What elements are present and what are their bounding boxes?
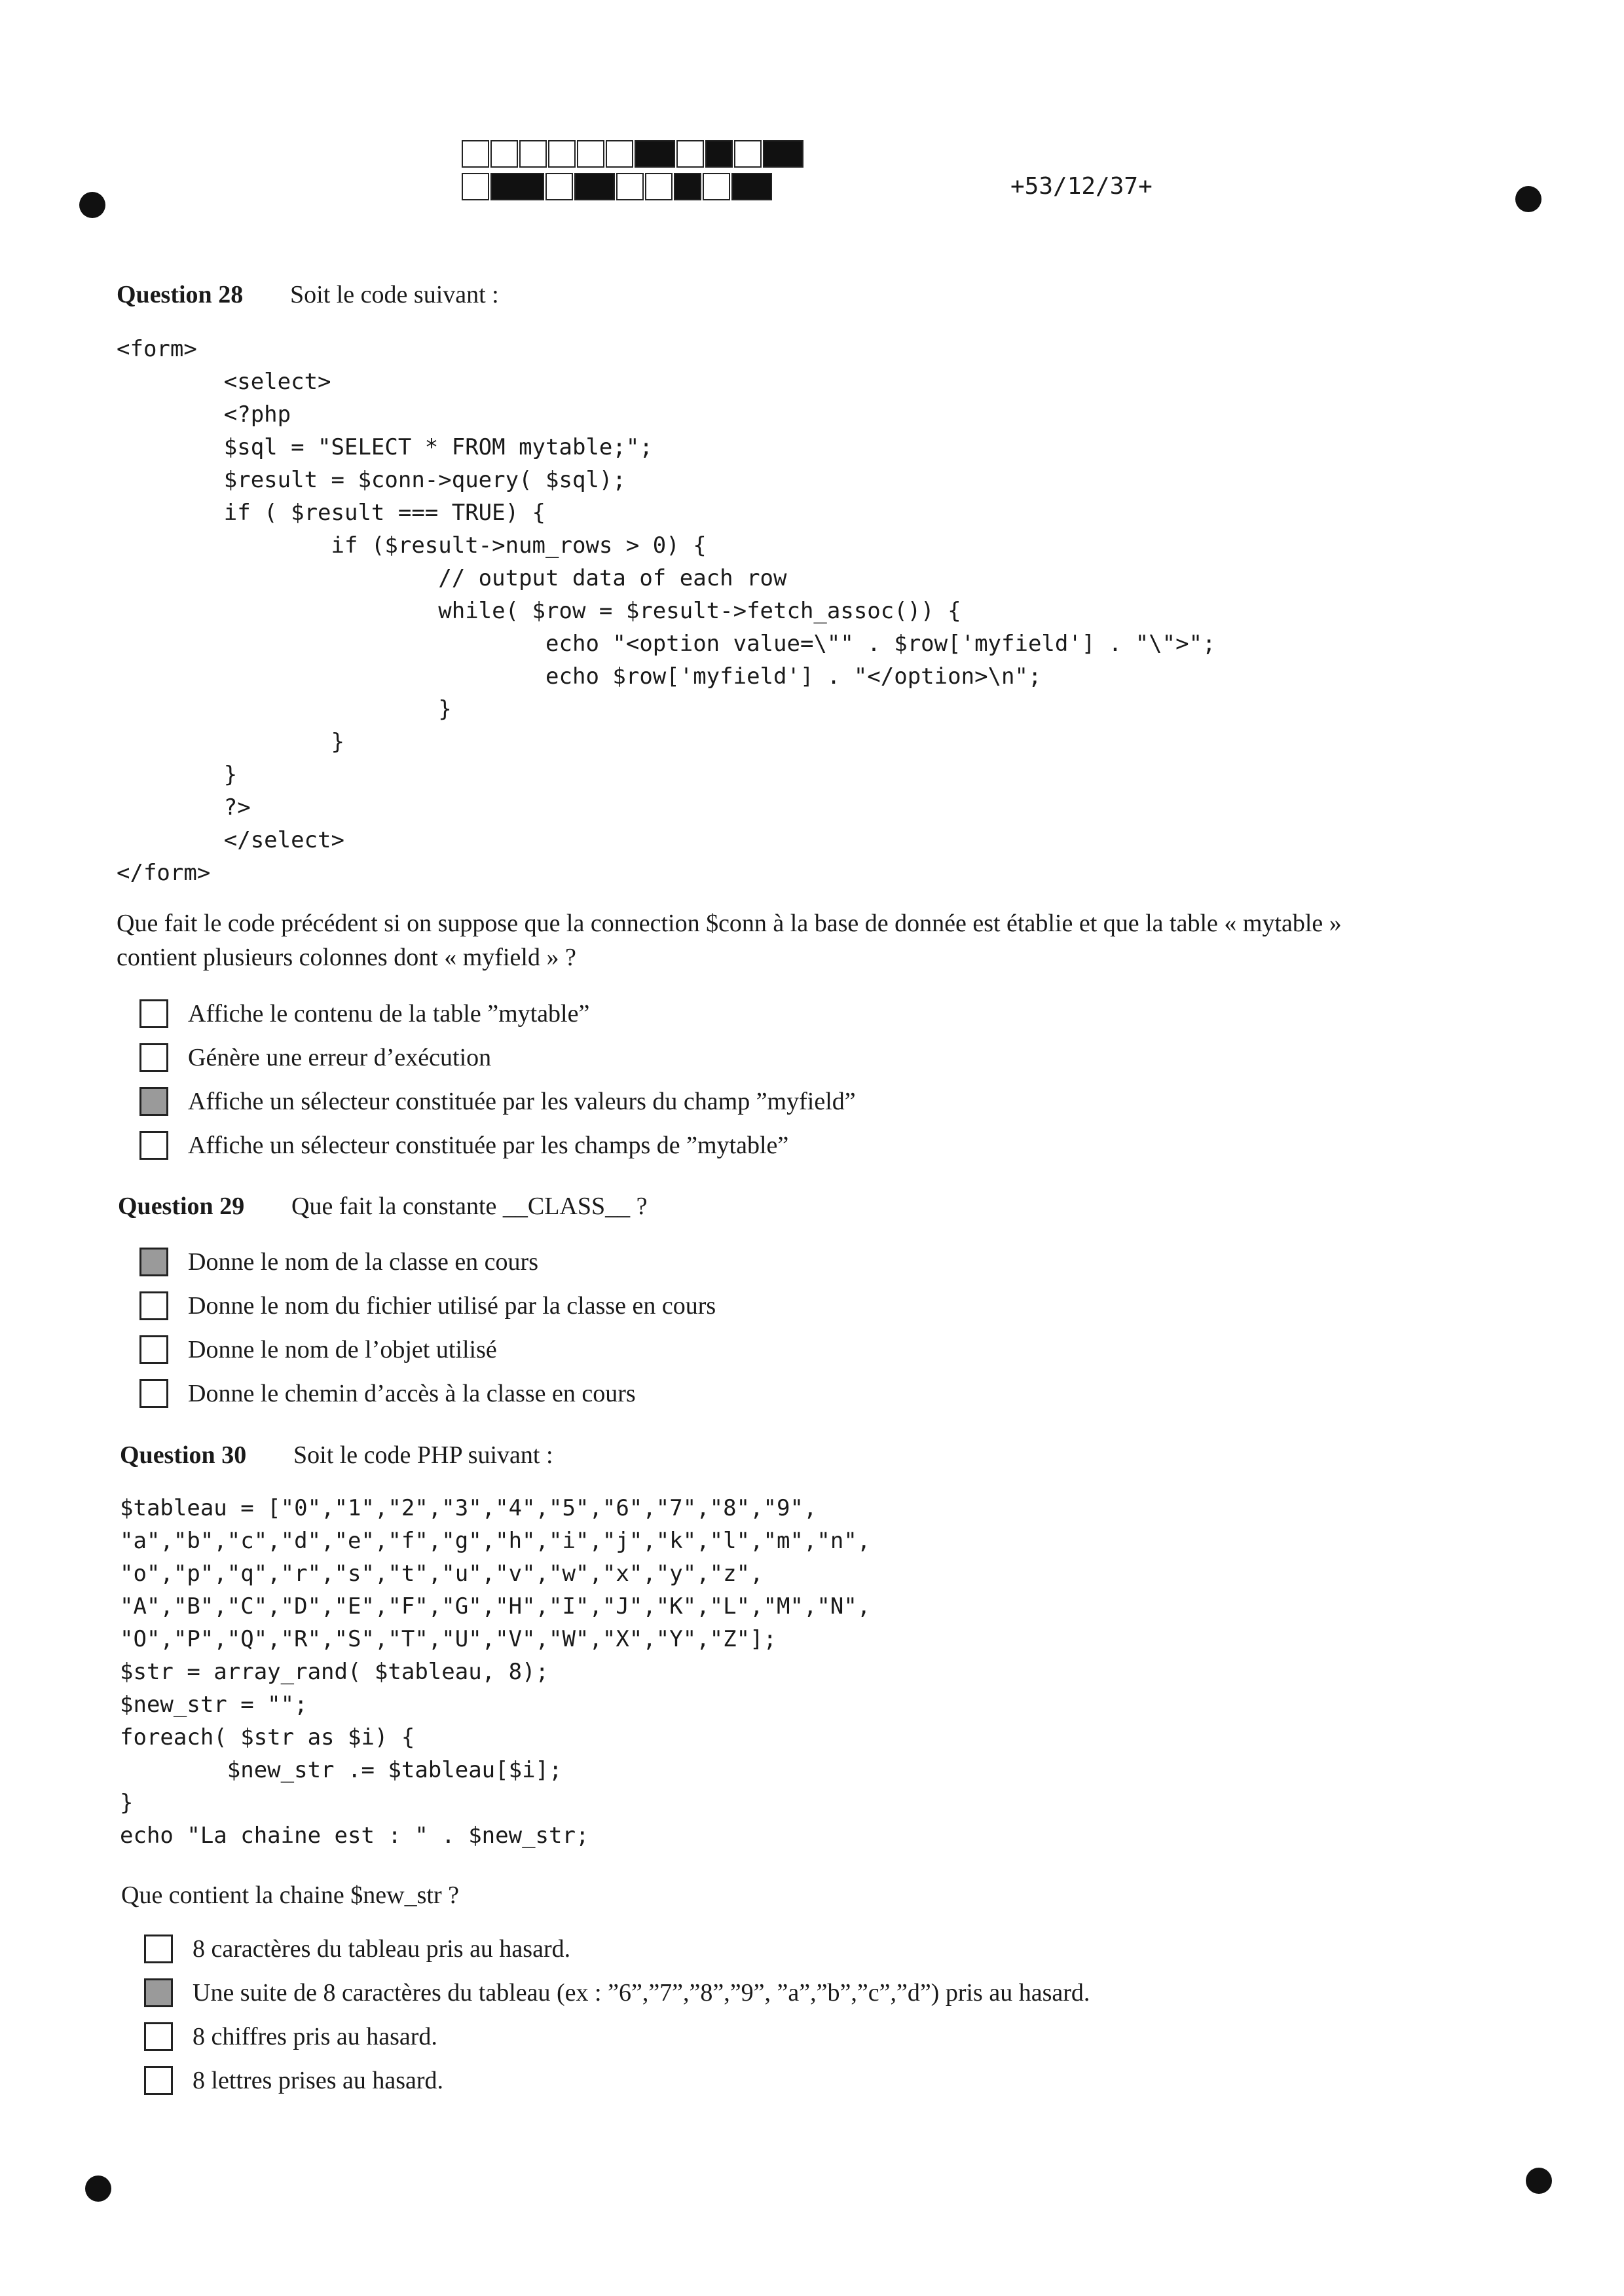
registration-mark-top-left	[79, 192, 105, 218]
barcode-cell	[519, 140, 547, 168]
code-line: $tableau = ["0","1","2","3","4","5","6","7","8","9",	[120, 1495, 817, 1521]
choice-label: Donne le nom du fichier utilisé par la classe en cours	[188, 1291, 716, 1320]
choice-label: 8 caractères du tableau pris au hasard.	[193, 1935, 571, 1963]
barcode-row-1	[462, 140, 805, 169]
barcode-cell	[734, 140, 762, 168]
code-line: echo "La chaine est : " . $new_str;	[120, 1823, 589, 1849]
code-line: // output data of each row	[117, 565, 787, 591]
code-line: ?>	[117, 794, 251, 821]
question-28-code	[117, 333, 1216, 889]
barcode-cell	[548, 140, 576, 168]
code-line: <select>	[117, 369, 331, 395]
checkbox[interactable]	[139, 1248, 168, 1276]
code-line: echo $row['myfield'] . "</option>\n";	[117, 663, 1042, 690]
question-29-header	[118, 1192, 648, 1221]
barcode-block	[674, 173, 701, 200]
exam-id: +53/12/37+	[1010, 173, 1153, 200]
barcode-cell	[545, 173, 573, 200]
checkbox[interactable]	[144, 2022, 173, 2051]
choice-label: Affiche un sélecteur constituée par les champs de ”mytable”	[188, 1131, 789, 1159]
registration-mark-bottom-right	[1526, 2168, 1552, 2194]
question-30-header	[120, 1441, 553, 1470]
question-28-prompt	[117, 906, 1342, 974]
choice-item	[139, 1284, 716, 1327]
prompt-line: Que fait le code précédent si on suppose que la connection $conn à la base de donnée est établie et que la table « mytable »	[117, 910, 1342, 937]
choice-item	[139, 1079, 856, 1123]
barcode-block	[705, 140, 733, 168]
prompt-line: contient plusieurs colonnes dont « myfield » ?	[117, 944, 576, 971]
choice-item	[139, 1371, 716, 1415]
choice-label: 8 chiffres pris au hasard.	[193, 2022, 437, 2050]
choice-label: Donne le chemin d’accès à la classe en cours	[188, 1379, 636, 1407]
question-28-header	[117, 280, 499, 309]
barcode-cell	[490, 140, 518, 168]
barcode-cell	[462, 173, 489, 200]
code-line: $new_str .= $tableau[$i];	[120, 1757, 563, 1783]
code-line: if ($result->num_rows > 0) {	[117, 532, 707, 559]
code-line: while( $row = $result->fetch_assoc()) {	[117, 598, 961, 624]
code-line: if ( $result === TRUE) {	[117, 500, 546, 526]
question-29-choices	[139, 1240, 716, 1415]
code-line: foreach( $str as $i) {	[120, 1724, 415, 1750]
code-line: $str = array_rand( $tableau, 8);	[120, 1659, 549, 1685]
code-line: }	[120, 1790, 134, 1816]
prompt-line: Que contient la chaine $new_str ?	[121, 1881, 459, 1909]
question-label: Question 28	[117, 281, 244, 308]
choice-item	[144, 1927, 1090, 1971]
checkbox[interactable]	[139, 1291, 168, 1320]
barcode-block	[490, 173, 544, 200]
choice-label: Affiche un sélecteur constituée par les valeurs du champ ”myfield”	[188, 1087, 856, 1115]
choice-item	[139, 1035, 856, 1079]
choice-item	[144, 2058, 1090, 2102]
checkbox[interactable]	[139, 1335, 168, 1364]
barcode-cell	[616, 173, 644, 200]
code-line: $new_str = "";	[120, 1692, 308, 1718]
checkbox[interactable]	[144, 2066, 173, 2095]
barcode-block	[763, 140, 803, 168]
checkbox[interactable]	[139, 1043, 168, 1072]
choice-label: Donne le nom de l’objet utilisé	[188, 1335, 497, 1363]
barcode-block	[574, 173, 615, 200]
choice-label: 8 lettres prises au hasard.	[193, 2066, 444, 2094]
registration-mark-top-right	[1515, 186, 1541, 212]
barcode-block	[635, 140, 675, 168]
question-30-code	[120, 1492, 870, 1852]
code-line: "O","P","Q","R","S","T","U","V","W","X","Y","Z"];	[120, 1626, 777, 1652]
question-label: Question 30	[120, 1441, 247, 1469]
barcode-cell	[606, 140, 633, 168]
code-line: </select>	[117, 827, 344, 853]
checkbox[interactable]	[139, 1131, 168, 1160]
barcode-cell	[645, 173, 673, 200]
barcode-cell	[462, 140, 489, 168]
barcode-row-2	[462, 173, 773, 202]
code-line: <?php	[117, 401, 291, 428]
code-line: $sql = "SELECT * FROM mytable;";	[117, 434, 653, 460]
choice-item	[139, 1123, 856, 1167]
barcode-cell	[577, 140, 604, 168]
question-28-choices	[139, 991, 856, 1167]
question-title: Soit le code suivant :	[290, 281, 499, 308]
choice-label: Une suite de 8 caractères du tableau (ex : ”6”,”7”,”8”,”9”, ”a”,”b”,”c”,”d”) pris au hasard.	[193, 1978, 1090, 2007]
code-line: "o","p","q","r","s","t","u","v","w","x","y","z",	[120, 1561, 764, 1587]
checkbox[interactable]	[139, 1087, 168, 1116]
choice-label: Donne le nom de la classe en cours	[188, 1248, 538, 1276]
barcode-block	[731, 173, 772, 200]
checkbox[interactable]	[139, 999, 168, 1028]
barcode-cell	[703, 173, 730, 200]
checkbox[interactable]	[139, 1379, 168, 1408]
choice-item	[139, 1327, 716, 1371]
code-line: }	[117, 729, 344, 755]
code-line: $result = $conn->query( $sql);	[117, 467, 626, 493]
choice-item	[144, 1971, 1090, 2014]
code-line: "A","B","C","D","E","F","G","H","I","J","K","L","M","N",	[120, 1593, 871, 1620]
question-title: Soit le code PHP suivant :	[293, 1441, 553, 1469]
code-line: echo "<option value=\"" . $row['myfield'] . "\">";	[117, 631, 1216, 657]
code-line: "a","b","c","d","e","f","g","h","i","j","k","l","m","n",	[120, 1528, 871, 1554]
code-line: <form>	[117, 336, 197, 362]
question-30-prompt	[121, 1878, 459, 1912]
question-title: Que fait la constante __CLASS__ ?	[291, 1193, 648, 1220]
checkbox[interactable]	[144, 1978, 173, 2007]
barcode-cell	[676, 140, 704, 168]
checkbox[interactable]	[144, 1935, 173, 1963]
choice-item	[144, 2014, 1090, 2058]
question-30-choices	[144, 1927, 1090, 2102]
code-line: }	[117, 762, 238, 788]
code-line: </form>	[117, 860, 211, 886]
code-line: }	[117, 696, 452, 722]
choice-label: Génère une erreur d’exécution	[188, 1043, 492, 1071]
choice-label: Affiche le contenu de la table ”mytable”	[188, 999, 590, 1028]
question-label: Question 29	[118, 1193, 245, 1220]
choice-item	[139, 991, 856, 1035]
registration-mark-bottom-left	[85, 2176, 111, 2202]
choice-item	[139, 1240, 716, 1284]
